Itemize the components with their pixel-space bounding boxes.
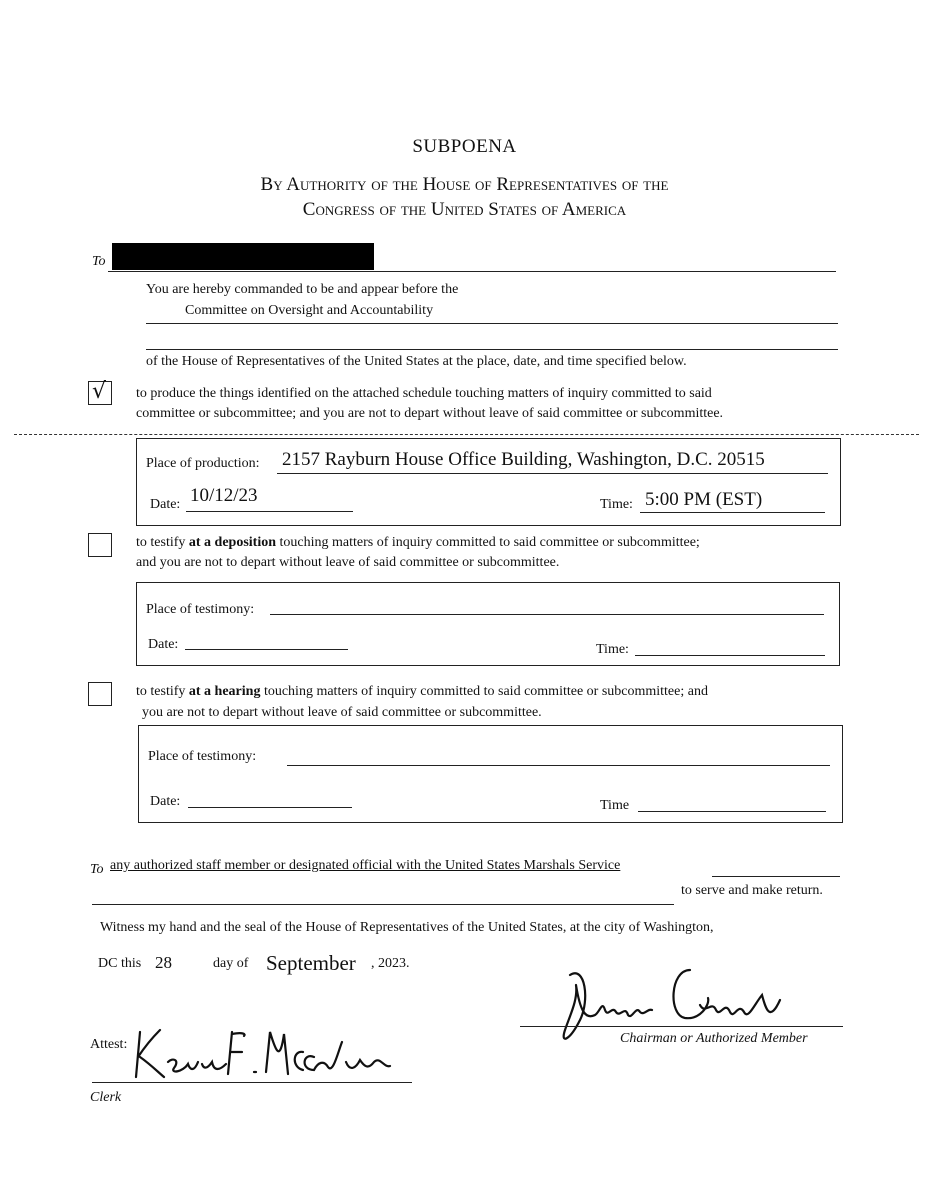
deposition-text-post: touching matters of inquiry committed to said committee or subcommittee; xyxy=(276,535,700,550)
committee-underline-2 xyxy=(146,349,838,350)
document-title: SUBPOENA xyxy=(412,136,517,157)
hearing-time-underline xyxy=(638,811,826,812)
hearing-place-underline xyxy=(287,765,830,766)
committee-underline xyxy=(146,323,838,324)
deposition-place-label: Place of testimony: xyxy=(146,602,255,617)
deposition-checkbox[interactable] xyxy=(88,533,112,557)
hearing-box xyxy=(138,725,843,823)
day-of-label: day of xyxy=(213,956,249,971)
year-value: , 2023. xyxy=(371,956,410,971)
produce-checkbox[interactable] xyxy=(88,381,112,405)
clerk-signature xyxy=(128,1022,408,1082)
time-underline xyxy=(640,512,825,513)
hearing-text-line-2: you are not to depart without leave of said committee or subcommittee. xyxy=(142,705,542,720)
day-value: 28 xyxy=(155,953,172,972)
hearing-text-bold: at a hearing xyxy=(188,684,261,699)
deposition-text-line-2: and you are not to depart without leave of said committee or subcommittee. xyxy=(136,555,560,570)
attest-label: Attest: xyxy=(90,1037,128,1052)
production-date-value: 10/12/23 xyxy=(190,485,258,506)
service-underline-2 xyxy=(92,904,674,905)
hearing-checkbox[interactable] xyxy=(88,682,112,706)
chairman-signature-line xyxy=(520,1026,843,1027)
dashed-rule xyxy=(14,434,919,435)
chairman-caption: Chairman or Authorized Member xyxy=(620,1031,808,1046)
authority-line-1: By Authority of the House of Representatives of the xyxy=(260,174,669,195)
check-mark-icon: √ xyxy=(92,379,107,404)
attest-signature-line xyxy=(92,1082,412,1083)
hearing-text-line-1 xyxy=(136,684,708,700)
hearing-date-underline xyxy=(188,807,352,808)
hearing-place-label: Place of testimony: xyxy=(148,749,257,764)
place-of-production-value: 2157 Rayburn House Office Building, Washington, D.C. 20515 xyxy=(282,449,765,470)
service-to-text: any authorized staff member or designated official with the United States Marshals Service xyxy=(110,858,621,873)
produce-text-line-1: to produce the things identified on the attached schedule touching matters of inquiry committed to said xyxy=(136,386,712,401)
clerk-caption: Clerk xyxy=(90,1090,122,1105)
date-underline xyxy=(186,511,353,512)
service-underline-1 xyxy=(712,876,840,877)
deposition-date-label: Date: xyxy=(148,637,179,652)
deposition-text-line-1 xyxy=(136,535,700,551)
committee-name: Committee on Oversight and Accountability xyxy=(185,303,434,318)
deposition-text-bold: at a deposition xyxy=(188,535,277,550)
of-house-text: of the House of Representatives of the United States at the place, date, and time specified below. xyxy=(146,354,687,369)
service-to-label: To xyxy=(90,862,104,877)
deposition-time-label: Time: xyxy=(596,642,629,657)
place-underline xyxy=(277,473,828,474)
authority-line-2: Congress of the United States of America xyxy=(302,199,627,220)
production-time-label: Time: xyxy=(600,497,633,512)
deposition-place-underline xyxy=(270,614,824,615)
hearing-date-label: Date: xyxy=(150,794,181,809)
witness-line: Witness my hand and the seal of the House of Representatives of the United States, at the city of Washington, xyxy=(100,920,714,935)
place-of-production-label: Place of production: xyxy=(146,456,260,471)
redaction-bar xyxy=(112,243,374,270)
to-underline xyxy=(108,271,836,272)
hearing-time-label: Time xyxy=(600,798,630,813)
deposition-time-underline xyxy=(635,655,825,656)
hearing-text-post: touching matters of inquiry committed to said committee or subcommittee; and xyxy=(260,684,708,699)
production-time-value: 5:00 PM (EST) xyxy=(645,489,763,510)
production-date-label: Date: xyxy=(150,497,181,512)
serve-return-text: to serve and make return. xyxy=(681,883,823,898)
dc-this-label: DC this xyxy=(98,956,142,971)
hearing-text-pre: to testify xyxy=(136,684,189,699)
command-intro: You are hereby commanded to be and appear before the xyxy=(146,282,459,297)
deposition-box xyxy=(136,582,840,666)
deposition-date-underline xyxy=(185,649,348,650)
deposition-text-pre: to testify xyxy=(136,535,189,550)
to-label: To xyxy=(92,254,106,269)
month-value: September xyxy=(266,951,356,975)
produce-text-line-2: committee or subcommittee; and you are not to depart without leave of said committee or subcommittee. xyxy=(136,406,724,421)
